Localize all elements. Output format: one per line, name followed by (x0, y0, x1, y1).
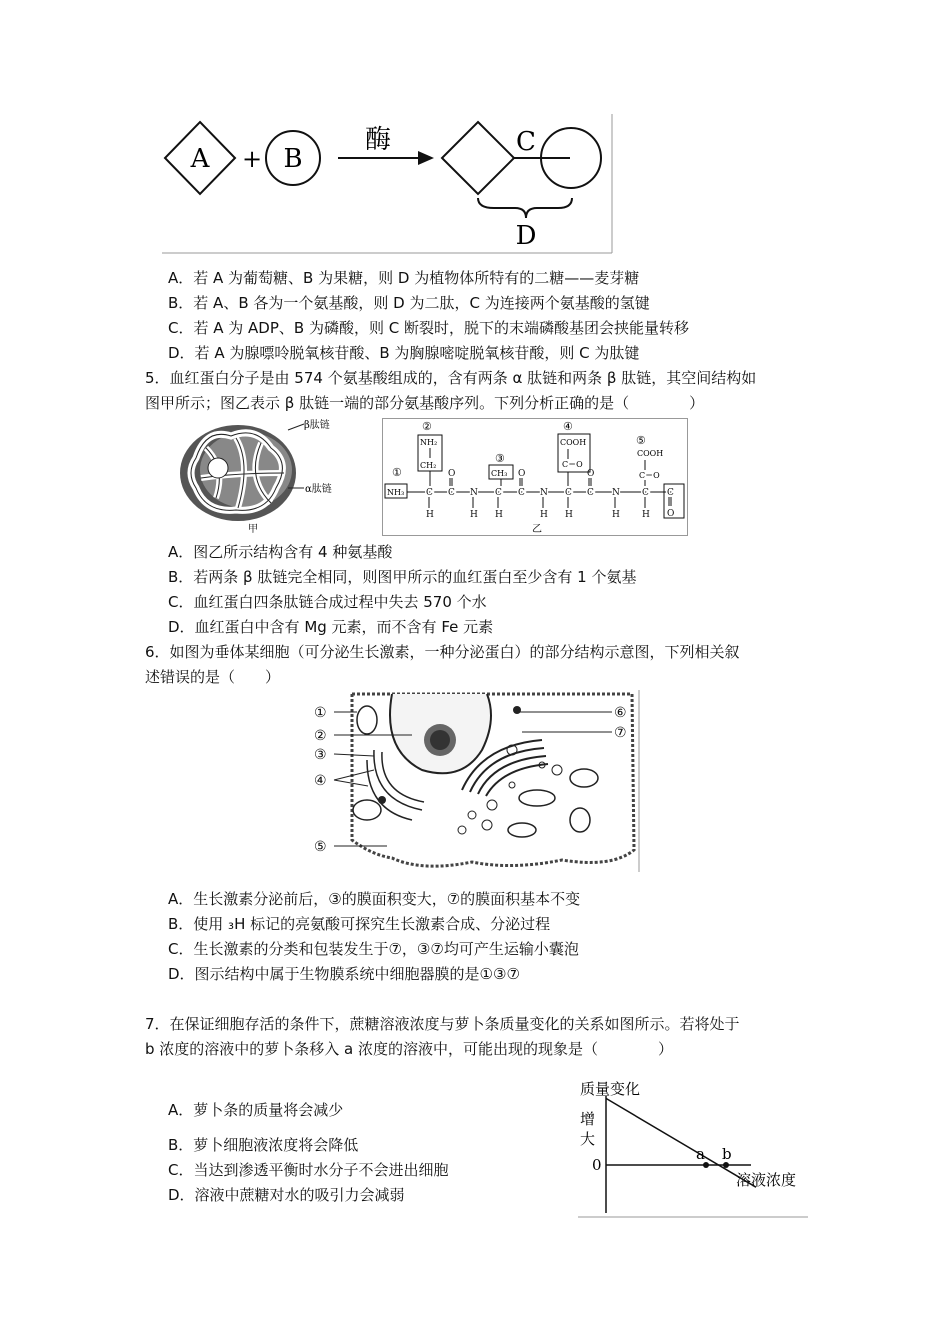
marker-3: ③ (495, 452, 505, 465)
y-axis-sub1: 增 (580, 1110, 596, 1128)
hydrogen-6: H (612, 510, 620, 520)
beta-chain-label: β肽链 (304, 420, 330, 431)
q5-stem-line2: 图甲所示；图乙表示 β 肽链一端的部分氨基酸序列。下列分析正确的是（ ） (145, 394, 705, 412)
q4-option-c: C．若 A 为 ADP、B 为磷酸，则 C 断裂时，脱下的末端磷酸基团会挟能量转移 (168, 319, 689, 337)
hydrogen-1: H (426, 510, 434, 520)
label-a: A (190, 144, 210, 174)
ceqo-text-2: C＝O (639, 471, 660, 480)
hydrogen-2: H (470, 510, 478, 520)
peptide-sequence-figure (382, 418, 688, 536)
cell-label-7: ⑦ (614, 725, 627, 741)
brace-d (478, 198, 572, 218)
ch2-text: CH₂ (420, 461, 437, 470)
plus-sign: + (241, 145, 263, 173)
mass-change-chart (576, 1078, 810, 1220)
marker-5: ⑤ (636, 434, 646, 447)
series-line (606, 1098, 756, 1187)
label-d: D (515, 221, 537, 251)
backbone-c-4: C (518, 488, 525, 498)
backbone-n-1: N (470, 488, 478, 498)
y-axis-label: 质量变化 (580, 1080, 641, 1098)
q7-option-b: B．萝卜细胞液浓度将会降低 (168, 1136, 359, 1154)
backbone-n-3: N (612, 488, 620, 498)
figure-jia-caption: 甲 (248, 524, 258, 535)
cooh-text-2: COOH (637, 449, 664, 458)
ceqo-text-1: C＝O (562, 460, 583, 469)
q5-option-d: D．血红蛋白中含有 Mg 元素，而不含有 Fe 元素 (168, 618, 494, 636)
backbone-c-3: C (495, 488, 502, 498)
backbone-c-7: C (642, 488, 649, 498)
marker-4: ④ (563, 420, 573, 433)
point-b-label: b (722, 1145, 732, 1163)
pituitary-cell-figure (312, 690, 642, 872)
marker-1: ① (392, 466, 402, 479)
carbonyl-o-4: O (667, 509, 675, 519)
carbonyl-o-1: O (448, 469, 456, 479)
cell-label-4: ④ (314, 773, 327, 789)
figure-yi-caption: 乙 (532, 524, 542, 535)
enzyme-reaction-figure (160, 108, 615, 256)
cell-label-5: ⑤ (314, 839, 327, 855)
q5-stem (145, 366, 815, 416)
label-c: C (516, 127, 536, 157)
cell-label-1: ① (314, 705, 327, 721)
q6-stem-line1: 6．如图为垂体某细胞（可分泌生长激素，一种分泌蛋白）的部分结构示意图，下列相关叙 (145, 643, 740, 661)
q6-option-c: C．生长激素的分类和包装发生于⑦，③⑦均可产生运输小囊泡 (168, 940, 579, 958)
backbone-n-2: N (540, 488, 548, 498)
cell-label-6: ⑥ (614, 705, 627, 721)
hydrogen-7: H (642, 510, 650, 520)
cooh-text-1: COOH (560, 438, 587, 447)
hydrogen-5: H (565, 510, 573, 520)
label-b: B (283, 144, 303, 174)
backbone-c-5: C (565, 488, 572, 498)
q5-option-a: A．图乙所示结构含有 4 种氨基酸 (168, 543, 393, 561)
nh2-text: NH₂ (420, 438, 438, 447)
q6-option-b: B．使用 ₃H 标记的亮氨酸可探究生长激素合成、分泌过程 (168, 915, 551, 933)
arrow-head (418, 151, 434, 165)
q7-stem (145, 1012, 815, 1062)
q7-option-c: C．当达到渗透平衡时水分子不会进出细胞 (168, 1161, 449, 1179)
cell-label-3: ③ (314, 747, 327, 763)
q6-stem-line2: 述错误的是（ ） (145, 668, 281, 686)
q5-stem-line1: 5．血红蛋白分子是由 574 个氨基酸组成的，含有两条 α 肽链和两条 β 肽链，其空间结构如 (145, 369, 757, 387)
q4-option-d: D．若 A 为腺嘌呤脱氧核苷酸、B 为胸腺嘧啶脱氧核苷酸，则 C 为肽键 (168, 344, 640, 362)
hydrogen-4: H (540, 510, 548, 520)
carbonyl-o-3: O (587, 469, 595, 479)
q6-option-d: D．图示结构中属于生物膜系统中细胞器膜的是①③⑦ (168, 965, 520, 983)
q6-option-a: A．生长激素分泌前后，③的膜面积变大，⑦的膜面积基本不变 (168, 890, 581, 908)
hydrogen-3: H (495, 510, 503, 520)
q7-stem-line2: b 浓度的溶液中的萝卜条移入 a 浓度的溶液中，可能出现的现象是（ ） (145, 1040, 674, 1058)
q5-option-c: C．血红蛋白四条肽链合成过程中失去 570 个水 (168, 593, 487, 611)
nh3-text: NH₃ (387, 488, 405, 497)
q4-option-b: B．若 A、B 各为一个氨基酸，则 D 为二肽，C 为连接两个氨基酸的氢键 (168, 294, 650, 312)
zero-label: 0 (592, 1156, 602, 1174)
y-axis-sub2: 大 (580, 1130, 596, 1148)
point-a-label: a (696, 1145, 705, 1163)
diamond-product (442, 122, 514, 194)
q7-option-d: D．溶液中蔗糖对水的吸引力会减弱 (168, 1186, 405, 1204)
enzyme-label: 酶 (364, 125, 392, 155)
backbone-c-8: C (667, 488, 674, 498)
backbone-c-6: C (587, 488, 594, 498)
ch3-text: CH₃ (491, 469, 508, 478)
q5-option-b: B．若两条 β 肽链完全相同，则图甲所示的血红蛋白至少含有 1 个氨基 (168, 568, 637, 586)
marker-2: ② (422, 420, 432, 433)
x-axis-label: 溶液浓度 (736, 1171, 797, 1189)
backbone-c-1: C (426, 488, 433, 498)
alpha-chain-label: α肽链 (305, 484, 332, 495)
hemoglobin-figure (176, 418, 376, 536)
cell-label-2: ② (314, 728, 327, 744)
q6-stem (145, 640, 815, 690)
q4-option-a: A．若 A 为葡萄糖、B 为果糖，则 D 为植物体所特有的二糖——麦芽糖 (168, 269, 640, 287)
carbonyl-o-2: O (518, 469, 526, 479)
q7-stem-line1: 7．在保证细胞存活的条件下，蔗糖溶液浓度与萝卜条质量变化的关系如图所示。若将处于 (145, 1015, 740, 1033)
backbone-c-2: C (448, 488, 455, 498)
q7-option-a: A．萝卜条的质量将会减少 (168, 1101, 344, 1119)
